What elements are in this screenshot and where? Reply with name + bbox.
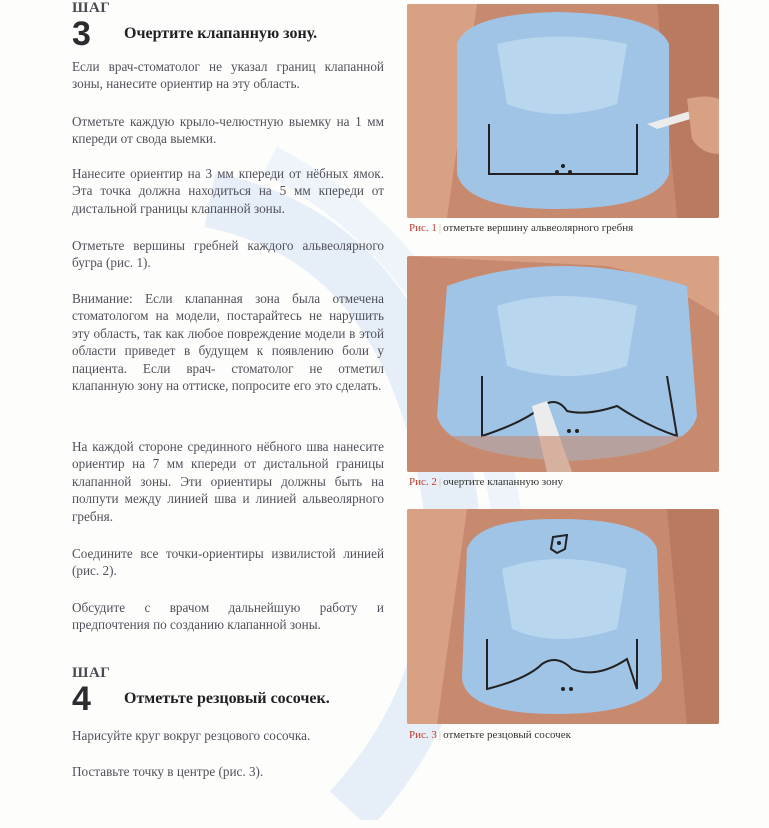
step3-para-6: На каждой стороне срединного нёбного шва нанесите ориентир на 7 мм кпереди от дистальной границы клапанной зоны. Эти ориентиры должны быть на полпути между линией шва и линией альвеолярного гребня. [72, 439, 384, 524]
step3-para-3: Нанесите ориентир на 3 мм кпереди от нёбных ямок. Эта точка должна находиться на 5 мм кпереди от дистальной границы клапанной зоны. [72, 166, 384, 216]
step4-header [72, 665, 330, 716]
figure-1-caption: Рис. 1 | отметьте вершину альвеолярного гребня [409, 222, 634, 234]
figure-2-photo [407, 256, 719, 472]
step4-title: Отметьте резцовый сосочек. [124, 690, 330, 707]
figure-3-photo [407, 509, 719, 724]
figure-1-photo [407, 4, 719, 218]
step3-para-5: Внимание: Если клапанная зона была отмечена стоматологом на модели, постарайтесь не нарушить эту область, так как любое повреждение модели в этой области приведет в будущем к появлению боли у пациента. Если врач- стоматолог не отметил клапанную зону на оттиске, попросите его это сделать. [72, 291, 384, 394]
step4-number: 4 [72, 680, 91, 718]
step3-para-2: Отметьте каждую крыло-челюстную выемку на 1 мм кпереди от свода выемки. [72, 114, 384, 147]
step3-para-8: Обсудите с врачом дальнейшую работу и предпочтения по созданию клапанной зоны. [72, 600, 384, 633]
step3-para-4: Отметьте вершины гребней каждого альвеолярного бугра (рис. 1). [72, 238, 384, 271]
figure-2-number: Рис. 2 [409, 476, 437, 488]
step3-label: ШАГ [72, 0, 111, 16]
figure-1-text: отметьте вершину альвеолярного гребня [443, 222, 634, 234]
figure-1-number: Рис. 1 [409, 222, 437, 234]
figure-3-text: отметьте резцовый сосочек [443, 729, 571, 741]
step3-number: 3 [72, 15, 91, 53]
step3-para-7: Соедините все точки-ориентиры извилистой линией (рис. 2). [72, 546, 384, 579]
step3-para-1: Если врач-стоматолог не указал границ клапанной зоны, нанесите ориентир на эту область. [72, 59, 384, 92]
figure-3-number: Рис. 3 [409, 729, 437, 741]
figure-2-caption: Рис. 2 | очертите клапанную зону [409, 476, 563, 488]
step3-title: Очертите клапанную зону. [124, 25, 318, 42]
figure-2-text: очертите клапанную зону [443, 476, 563, 488]
step4-para-1: Нарисуйте круг вокруг резцового сосочка. [72, 728, 311, 743]
step4-para-2: Поставьте точку в центре (рис. 3). [72, 764, 264, 779]
step3-header [72, 0, 317, 51]
step4-label: ШАГ [72, 665, 111, 681]
figure-3-caption: Рис. 3 | отметьте резцовый сосочек [409, 729, 571, 741]
